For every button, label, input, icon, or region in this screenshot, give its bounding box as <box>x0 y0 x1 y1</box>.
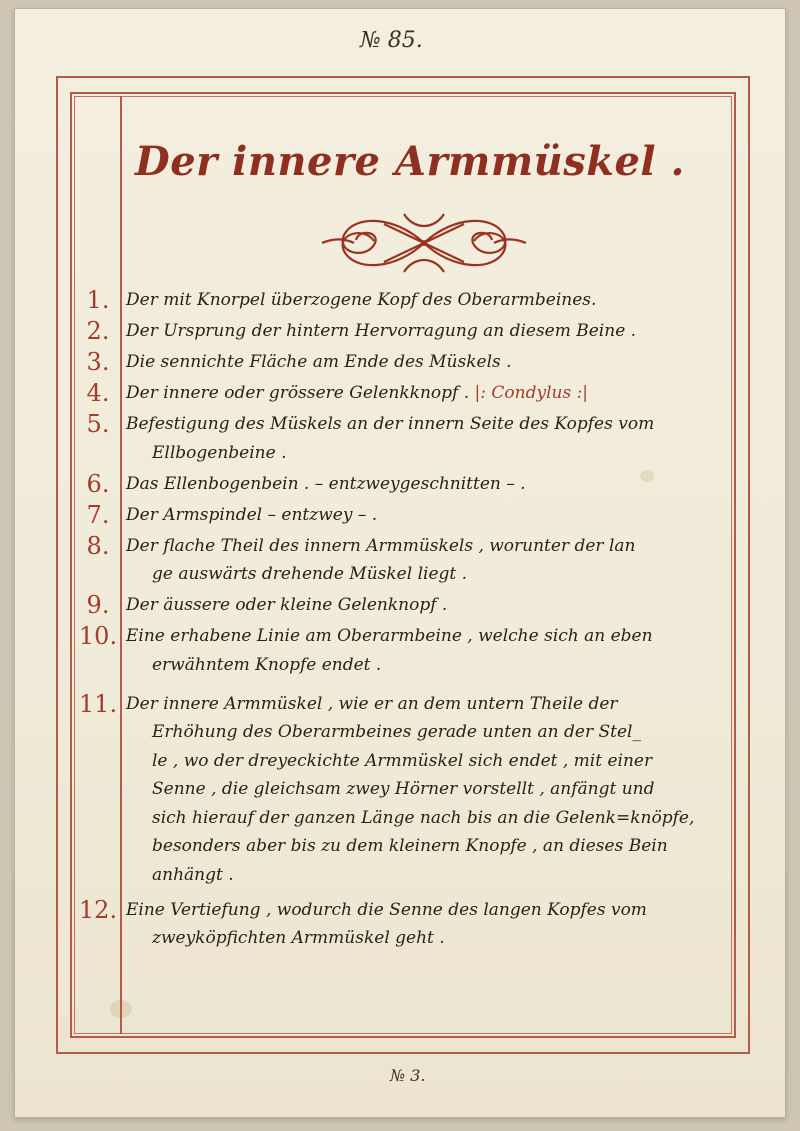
entry-annotation: |: Condylus :| <box>474 383 589 403</box>
entry-text-line <box>126 416 736 433</box>
entry-text-line <box>152 838 762 855</box>
entry-text: sich hierauf der ganzen Länge nach bis an die Gelenk=knöpfe, <box>152 807 695 828</box>
entry-text-line <box>152 781 762 798</box>
entry-text: zweyköpfichten Armmüskel geht . <box>152 928 445 948</box>
entry-text-line <box>152 442 762 463</box>
entry-number: 6. <box>86 469 110 498</box>
entry-text-line <box>126 535 736 556</box>
entry-text: Das Ellenbogenbein . – entzweygeschnitten – . <box>126 473 526 494</box>
entry-text: Der flache Theil des innern Armmüskels , worunter der lan <box>126 535 636 556</box>
entry-text-line <box>126 899 736 920</box>
entry-number: 5. <box>86 410 110 438</box>
entry-text-line <box>152 724 762 741</box>
entry-number: 8. <box>86 531 110 560</box>
entry-text: Befestigung des Müskels an der innern Seite des Kopfes vom <box>126 414 655 434</box>
entry-text-line <box>152 566 762 583</box>
entry-text-line <box>126 693 736 714</box>
entry-number: 12. <box>78 895 118 924</box>
entry-text-line <box>152 864 762 885</box>
entry-text: Der innere Armmüskel , wie er an dem untern Theile der <box>126 693 618 714</box>
entry-text: Eine erhabene Linie am Oberarmbeine , welche sich an eben <box>126 626 653 646</box>
entry-text: Der Armspindel – entzwey – . <box>126 504 378 525</box>
entry-text: Der Ursprung der hintern Hervorragung an diesem Beine . <box>126 321 637 341</box>
entry-number: 11. <box>78 689 118 718</box>
entry-text: Die sennichte Fläche am Ende des Müskels . <box>126 352 512 372</box>
entry-text: le , wo der dreyeckichte Armmüskel sich endet , mit einer <box>152 750 653 771</box>
entry-number: 2. <box>86 317 110 345</box>
entry-text: Ellbogenbeine . <box>152 442 287 463</box>
entry-text-line <box>126 597 736 614</box>
entry-text: Der mit Knorpel überzogene Kopf des Oberarmbeines. <box>126 290 597 310</box>
entry-text: ge auswärts drehende Müskel liegt . <box>152 564 468 584</box>
flourish-ornament <box>314 210 534 276</box>
entry-text-line <box>126 323 736 340</box>
entry-text: anhängt . <box>152 864 234 885</box>
entry-text: Der äussere oder kleine Gelenknopf . <box>126 595 448 615</box>
entry-text: erwähntem Knopfe endet . <box>152 654 382 675</box>
entry-text: Eine Vertiefung , wodurch die Senne des langen Kopfes vom <box>126 899 647 920</box>
entry-text-line <box>152 807 762 828</box>
entry-text-line <box>126 354 736 371</box>
folio-number-bottom: № 3. <box>390 1066 426 1085</box>
entry-text: Erhöhung des Oberarmbeines gerade unten an der Stel_ <box>152 722 641 742</box>
entry-number: 1. <box>86 286 110 314</box>
entry-text-line <box>152 654 762 675</box>
entry-number: 9. <box>86 591 110 619</box>
page-title: Der innere Armmüskel . <box>135 138 685 185</box>
entry-text-line <box>126 628 736 645</box>
folio-number-top: № 85. <box>360 28 423 53</box>
entry-text-line <box>152 750 762 771</box>
entry-text-line <box>126 473 736 494</box>
entry-text-line <box>152 930 762 947</box>
entry-text: Senne , die gleichsam zwey Hörner vorstellt , anfängt und <box>152 779 655 799</box>
entry-text-line <box>126 292 736 309</box>
entry-text: besonders aber bis zu dem kleinern Knopfe , an dieses Bein <box>152 836 668 856</box>
margin-rule <box>120 96 122 1034</box>
entry-text-line <box>126 385 736 402</box>
entry-number: 10. <box>78 622 118 650</box>
entry-number: 4. <box>86 379 110 407</box>
entry-text: Der innere oder grössere Gelenkknopf . <box>126 383 470 403</box>
entry-number: 3. <box>86 348 110 376</box>
entry-text-line <box>126 504 736 525</box>
entry-number: 7. <box>86 500 110 529</box>
